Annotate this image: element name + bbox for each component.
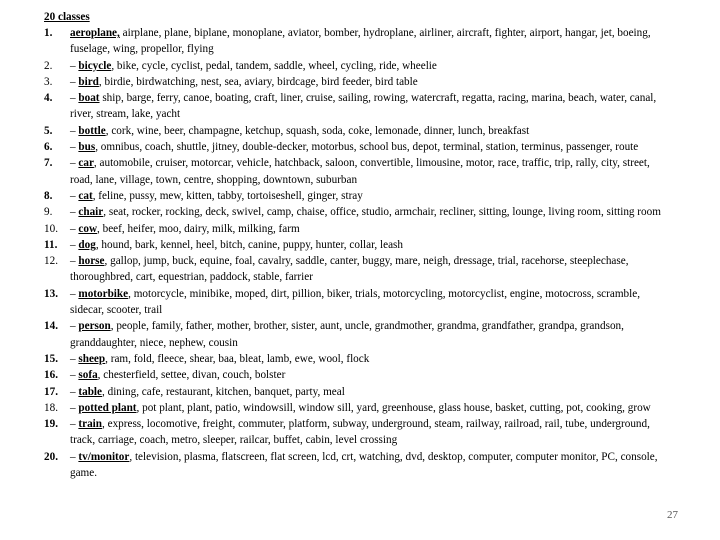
class-item [44, 90, 674, 123]
class-keyword: car [78, 157, 94, 170]
class-synonyms: , automobile, cruiser, motorcar, vehicle, hatchback, saloon, convertible, limousine, motor, race, traffic, trip, rally, city, street, road, lane, village, town, centre, shopping, downtown, suburban [70, 157, 650, 186]
class-keyword: chair [78, 206, 104, 219]
class-synonyms: , hound, bark, kennel, heel, bitch, canine, puppy, hunter, collar, leash [95, 238, 403, 251]
class-item [44, 123, 674, 139]
class-item [44, 204, 674, 220]
class-dash: – [70, 92, 79, 105]
class-keyword: boat [78, 92, 100, 105]
class-number: 16. [44, 369, 58, 382]
class-dash: – [70, 352, 79, 365]
class-item [44, 58, 674, 74]
class-item [44, 221, 674, 237]
class-keyword: motorbike [78, 287, 129, 300]
class-item [44, 253, 674, 286]
class-number: 14. [44, 320, 58, 333]
class-number: 15. [44, 352, 58, 365]
class-keyword: cat [78, 189, 93, 202]
class-synonyms: ship, barge, ferry, canoe, boating, craft, liner, cruise, sailing, rowing, watercraft, regatta, racing, marina, beach, water, canal, river, stream, lake, yacht [70, 92, 657, 121]
class-item [44, 367, 674, 383]
class-number: 10. [44, 222, 58, 235]
class-keyword: sheep [78, 352, 106, 365]
class-number: 18. [44, 401, 58, 414]
class-number: 11. [44, 238, 58, 251]
class-dash: – [70, 238, 79, 251]
class-synonyms: , birdie, birdwatching, nest, sea, aviary, birdcage, bird feeder, bird table [98, 75, 418, 88]
class-keyword: cow [78, 222, 98, 235]
class-number: 13. [44, 287, 58, 300]
class-item [44, 449, 674, 482]
class-dash: – [70, 157, 79, 170]
class-number: 12. [44, 255, 58, 268]
class-dash: – [70, 124, 79, 137]
page-title: 20 classes [44, 11, 90, 23]
class-keyword: bird [78, 75, 99, 88]
class-item [44, 416, 674, 449]
slide-number: 27 [667, 509, 678, 521]
class-dash: – [70, 206, 79, 219]
class-number: 6. [44, 141, 53, 154]
class-number: 3. [44, 75, 53, 88]
class-number: 17. [44, 385, 58, 398]
class-dash: – [70, 450, 79, 463]
class-item [44, 384, 674, 400]
class-number: 20. [44, 450, 58, 463]
class-dash: – [70, 418, 79, 431]
class-dash: – [70, 141, 79, 154]
class-item [44, 318, 674, 351]
class-dash: – [70, 401, 79, 414]
class-number: 8. [44, 189, 53, 202]
class-synonyms: , gallop, jump, buck, equine, foal, cavalry, saddle, canter, buggy, mare, neigh, dressage, trial, racehorse, steeplechase, thoroughbred, cart, equestrian, paddock, stable, farrier [70, 255, 629, 284]
class-number: 19. [44, 418, 58, 431]
class-synonyms: , pot plant, plant, patio, windowsill, window sill, yard, greenhouse, glass house, basket, cutting, pot, cooking, grow [136, 401, 651, 414]
class-dash: – [70, 189, 79, 202]
class-keyword: table [78, 385, 103, 398]
class-keyword: potted plant [78, 401, 137, 414]
class-item [44, 351, 674, 367]
class-synonyms: , beef, heifer, moo, dairy, milk, milking, farm [97, 222, 300, 235]
class-dash: – [70, 369, 79, 382]
document-page [44, 9, 674, 481]
class-synonyms: , express, locomotive, freight, commuter, platform, subway, underground, steam, railway, railroad, rail, tube, underground, track, carriage, coach, metro, sleeper, railcar, buffet, cabin, level crossing [70, 418, 650, 447]
class-item [44, 25, 674, 58]
class-keyword: train [78, 418, 103, 431]
class-keyword: horse [78, 255, 105, 268]
class-keyword: sofa [78, 369, 98, 382]
class-synonyms: , cork, wine, beer, champagne, ketchup, squash, soda, coke, lemonade, dinner, lunch, breakfast [105, 124, 530, 137]
class-item [44, 74, 674, 90]
class-dash: – [70, 222, 79, 235]
class-synonyms: , dining, cafe, restaurant, kitchen, banquet, party, meal [102, 385, 345, 398]
class-keyword: aeroplane, [70, 27, 120, 39]
class-item [44, 286, 674, 319]
class-keyword: tv/monitor [78, 450, 130, 463]
class-number: 9. [44, 206, 53, 219]
class-keyword: bus [78, 141, 96, 154]
class-item [44, 155, 674, 188]
class-number: 7. [44, 157, 53, 170]
class-dash: – [70, 59, 79, 72]
class-keyword: person [78, 320, 111, 333]
class-number: 1. [44, 27, 53, 39]
class-synonyms: , seat, rocker, rocking, deck, swivel, camp, chaise, office, studio, armchair, recliner, sitting, lounge, living room, sitting room [103, 206, 661, 219]
class-dash: – [70, 385, 79, 398]
class-item [44, 139, 674, 155]
class-synonyms: , television, plasma, flatscreen, flat screen, lcd, crt, watching, dvd, desktop, computer, computer monitor, PC, console, game. [70, 450, 658, 480]
class-keyword: bottle [78, 124, 106, 137]
class-dash: – [70, 320, 79, 333]
class-synonyms: , bike, cycle, cyclist, pedal, tandem, saddle, wheel, cycling, ride, wheelie [111, 59, 437, 72]
class-number: 4. [44, 92, 53, 105]
class-dash: – [70, 287, 79, 300]
class-item [44, 237, 674, 253]
class-keyword: bicycle [78, 59, 112, 72]
class-number: 2. [44, 59, 53, 72]
class-synonyms: , chesterfield, settee, divan, couch, bolster [97, 369, 286, 382]
class-dash: – [70, 75, 79, 88]
class-synonyms: , feline, pussy, mew, kitten, tabby, tortoiseshell, ginger, stray [92, 189, 363, 202]
class-synonyms: , ram, fold, fleece, shear, baa, bleat, lamb, ewe, wool, flock [105, 352, 370, 365]
class-synonyms: , motorcycle, minibike, moped, dirt, pillion, biker, trials, motorcycling, motorcyclist, engine, motocross, scramble, sidecar, scooter, trail [70, 287, 641, 317]
class-dash: – [70, 255, 79, 268]
class-synonyms: , people, family, father, mother, brother, sister, aunt, uncle, grandmother, grandma, grandfather, grandpa, grandson, granddaughter, niece, nephew, cousin [70, 320, 624, 349]
class-item [44, 400, 674, 416]
class-synonyms: , omnibus, coach, shuttle, jitney, double-decker, motorbus, school bus, depot, terminal, station, terminus, passenger, route [95, 141, 639, 154]
class-list [44, 25, 674, 481]
class-number: 5. [44, 124, 53, 137]
class-keyword: dog [78, 238, 96, 251]
class-synonyms: airplane, plane, biplane, monoplane, aviator, bomber, hydroplane, airliner, aircraft, fighter, airport, hangar, jet, boeing, fuselage, wing, propellor, flying [70, 27, 651, 56]
class-item [44, 188, 674, 204]
